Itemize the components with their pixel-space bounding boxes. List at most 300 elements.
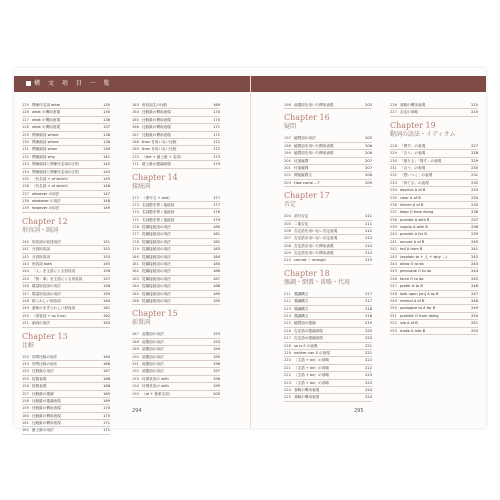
index-entry[interactable] bbox=[22, 261, 110, 268]
entry-number: 237 bbox=[390, 210, 397, 215]
entry-text: than を用いない比較 bbox=[142, 147, 177, 152]
index-entry[interactable] bbox=[390, 298, 478, 305]
index-entry[interactable] bbox=[22, 398, 110, 405]
index-entry[interactable] bbox=[284, 213, 372, 220]
index-entry[interactable] bbox=[132, 268, 220, 275]
entry-text: 前置詞を用いた慣用表現 bbox=[294, 103, 334, 107]
entry-number: 147 bbox=[22, 291, 29, 296]
index-entry[interactable] bbox=[284, 180, 372, 187]
entry-number: 143 bbox=[22, 262, 29, 267]
entry-number: 211 bbox=[284, 291, 291, 296]
entry-number: 155 bbox=[22, 376, 29, 381]
entry-number: 238 bbox=[390, 217, 397, 222]
entry-text: 紛らわしい形容詞 bbox=[32, 298, 61, 303]
index-entry[interactable] bbox=[284, 320, 372, 327]
index-entry[interactable] bbox=[22, 109, 110, 116]
entry-page: 220 bbox=[365, 336, 372, 341]
entry-page: 221 bbox=[365, 350, 372, 355]
entry-text: 否定語の強調表現 bbox=[294, 336, 323, 341]
index-entry[interactable] bbox=[284, 250, 372, 257]
index-column-4 bbox=[390, 102, 478, 335]
entry-number: 130 bbox=[22, 139, 29, 144]
page-title: 構 文 項 目 一 覧 bbox=[26, 78, 113, 87]
index-entry[interactable] bbox=[390, 158, 478, 165]
entry-number: 253 bbox=[390, 328, 397, 333]
index-entry[interactable] bbox=[390, 187, 478, 194]
entry-text: keep O from doing bbox=[400, 210, 434, 215]
index-entry[interactable] bbox=[22, 124, 110, 131]
index-entry[interactable] bbox=[390, 195, 478, 202]
index-entry[interactable] bbox=[390, 283, 478, 290]
index-entry[interactable] bbox=[284, 150, 372, 157]
entry-text: neither can S の表現 bbox=[294, 350, 330, 355]
entry-number: 219 bbox=[284, 350, 291, 355]
entry-text: 付加疑問 bbox=[294, 158, 309, 163]
index-entry[interactable] bbox=[390, 320, 478, 327]
index-entry[interactable] bbox=[284, 257, 372, 264]
entry-page: 155 bbox=[103, 262, 110, 267]
entry-text: 「借りる」「貸す」の表現 bbox=[400, 158, 442, 163]
entry-page: 170 bbox=[213, 117, 220, 122]
index-entry[interactable] bbox=[284, 380, 372, 387]
entry-text: 〈of + 抽象名詞〉 bbox=[142, 391, 173, 396]
index-entry[interactable] bbox=[284, 165, 372, 172]
index-column-3 bbox=[284, 102, 372, 402]
entry-number: 146 bbox=[22, 284, 29, 289]
index-entry[interactable] bbox=[22, 383, 110, 390]
index-entry[interactable] bbox=[132, 261, 220, 268]
index-entry[interactable] bbox=[284, 221, 372, 228]
entry-page: 182 bbox=[213, 239, 220, 244]
index-entry[interactable] bbox=[284, 143, 372, 150]
index-entry[interactable] bbox=[22, 313, 110, 320]
index-entry[interactable] bbox=[390, 291, 478, 298]
entry-number: 228 bbox=[390, 143, 397, 148]
entry-number: 242 bbox=[390, 247, 397, 252]
entry-page: 211 bbox=[365, 214, 372, 219]
page-number-left: 294 bbox=[132, 408, 142, 414]
index-entry[interactable] bbox=[284, 365, 372, 372]
index-entry[interactable] bbox=[390, 268, 478, 275]
index-column-2 bbox=[132, 102, 220, 398]
entry-page: 142 bbox=[103, 162, 110, 167]
index-entry[interactable] bbox=[132, 354, 220, 361]
index-entry[interactable] bbox=[132, 102, 220, 109]
entry-text: 倍数表現 bbox=[32, 376, 47, 381]
index-entry[interactable] bbox=[132, 376, 220, 383]
index-entry[interactable] bbox=[22, 376, 110, 383]
entry-number: 160 bbox=[22, 413, 29, 418]
index-entry[interactable] bbox=[22, 368, 110, 375]
entry-page: 171 bbox=[213, 125, 220, 130]
index-entry[interactable] bbox=[22, 205, 110, 212]
entry-text: 比較級の慣用表現 bbox=[32, 406, 61, 411]
index-entry[interactable] bbox=[132, 283, 220, 290]
index-entry[interactable] bbox=[22, 146, 110, 153]
index-entry[interactable] bbox=[132, 117, 220, 124]
entry-page: 170 bbox=[103, 413, 110, 418]
entry-text: 関係副詞と関係代名詞の区別 bbox=[32, 169, 79, 174]
entry-text: 強調構文 bbox=[294, 306, 309, 311]
index-entry[interactable] bbox=[22, 139, 110, 146]
entry-text: 否定の省略 bbox=[400, 110, 418, 115]
entry-number: 184 bbox=[132, 284, 139, 289]
entry-number: 188 bbox=[132, 339, 139, 344]
index-entry[interactable] bbox=[284, 102, 372, 109]
index-entry[interactable] bbox=[390, 276, 478, 283]
entry-text: 比較級の強調表現 bbox=[32, 398, 61, 403]
entry-page: 171 bbox=[103, 428, 110, 433]
entry-text: 〈代名詞 + of which〉 bbox=[32, 184, 71, 189]
index-entry[interactable] bbox=[390, 165, 478, 172]
entry-number: 153 bbox=[22, 361, 29, 366]
index-entry[interactable] bbox=[132, 217, 220, 224]
entry-text: 間接疑問文 bbox=[294, 173, 312, 178]
entry-page: 224 bbox=[365, 395, 372, 400]
entry-page: 149 bbox=[103, 206, 110, 211]
entry-number: 250 bbox=[390, 306, 397, 311]
entry-page: 227 bbox=[471, 143, 478, 148]
entry-page: 222 bbox=[365, 365, 372, 370]
entry-page: 215 bbox=[365, 258, 372, 263]
entry-page: 153 bbox=[103, 254, 110, 259]
entry-page: 241 bbox=[471, 247, 478, 252]
entry-number: 220 bbox=[284, 358, 291, 363]
index-entry[interactable] bbox=[390, 172, 478, 179]
entry-number: 159 bbox=[22, 406, 29, 411]
entry-number: 179 bbox=[132, 247, 139, 252]
chapter-title: 接続詞 bbox=[132, 182, 151, 190]
index-entry[interactable] bbox=[132, 346, 220, 353]
entry-text: 最上級の強調表現 bbox=[142, 162, 171, 167]
entry-text: whatever の用法 bbox=[32, 199, 61, 204]
entry-number: 208 bbox=[284, 243, 291, 248]
entry-page: 237 bbox=[471, 217, 478, 222]
index-entry[interactable] bbox=[22, 176, 110, 183]
chapter-label: Chapter 15 bbox=[132, 309, 178, 319]
entry-number: 213 bbox=[284, 306, 291, 311]
index-entry[interactable] bbox=[284, 313, 372, 320]
entry-text: 否定語を用いない否定表現 bbox=[294, 228, 338, 233]
index-entry[interactable] bbox=[284, 328, 372, 335]
entry-number: 236 bbox=[390, 202, 397, 207]
entry-number: 142 bbox=[22, 254, 29, 259]
index-entry[interactable] bbox=[132, 224, 220, 231]
entry-text: 関係副詞 where bbox=[32, 139, 59, 144]
index-entry[interactable] bbox=[390, 239, 478, 246]
index-entry[interactable] bbox=[390, 224, 478, 231]
chapter-heading bbox=[284, 109, 372, 135]
chapter-label: Chapter 14 bbox=[132, 172, 178, 182]
entry-page: 244 bbox=[471, 269, 478, 274]
index-entry[interactable] bbox=[284, 235, 372, 242]
entry-page: 193 bbox=[213, 332, 220, 337]
index-entry[interactable] bbox=[132, 124, 220, 131]
entry-text: 「言う」の表現 bbox=[400, 151, 426, 156]
entry-number: 134 bbox=[22, 169, 29, 174]
index-entry[interactable] bbox=[22, 305, 110, 312]
chapter-label: Chapter 12 bbox=[22, 216, 68, 226]
entry-number: 144 bbox=[22, 269, 29, 274]
entry-text: 「物・事」を主語にとる形容詞 bbox=[32, 276, 83, 281]
entry-page: 186 bbox=[213, 269, 220, 274]
index-entry[interactable] bbox=[390, 261, 478, 268]
index-entry[interactable] bbox=[22, 191, 110, 198]
entry-text: 従属接続詞の用法 bbox=[142, 239, 171, 244]
index-entry[interactable] bbox=[284, 343, 372, 350]
index-entry[interactable] bbox=[390, 231, 478, 238]
index-entry[interactable] bbox=[22, 161, 110, 168]
index-entry[interactable] bbox=[390, 180, 478, 187]
index-entry[interactable] bbox=[284, 135, 372, 142]
entry-number: 141 bbox=[22, 247, 29, 252]
chapter-title: 比較 bbox=[22, 341, 35, 349]
index-entry[interactable] bbox=[390, 305, 478, 312]
entry-page: 231 bbox=[471, 173, 478, 178]
chapter-label: Chapter 17 bbox=[284, 191, 330, 201]
index-entry[interactable] bbox=[284, 306, 372, 313]
index-entry[interactable] bbox=[390, 217, 478, 224]
entry-number: 174 bbox=[132, 210, 139, 215]
entry-number: 164 bbox=[132, 110, 139, 115]
index-entry[interactable] bbox=[284, 291, 372, 298]
index-entry[interactable] bbox=[22, 291, 110, 298]
entry-page: 233 bbox=[471, 188, 478, 193]
index-entry[interactable] bbox=[390, 313, 478, 320]
entry-number: 202 bbox=[284, 173, 291, 178]
entry-page: 135 bbox=[103, 110, 110, 115]
index-entry[interactable] bbox=[22, 283, 110, 290]
index-entry[interactable] bbox=[284, 243, 372, 250]
index-entry[interactable] bbox=[132, 139, 220, 146]
entry-number: 232 bbox=[390, 173, 397, 178]
index-entry[interactable] bbox=[390, 102, 478, 109]
entry-page: 199 bbox=[213, 384, 220, 389]
index-entry[interactable] bbox=[132, 239, 220, 246]
index-entry[interactable] bbox=[22, 361, 110, 368]
entry-text: 〈代名詞 + of which〉 bbox=[32, 176, 71, 181]
index-entry[interactable] bbox=[132, 383, 220, 390]
chapter-title: 強調・倒置・省略・代用 bbox=[284, 278, 351, 286]
index-entry[interactable] bbox=[132, 154, 220, 161]
entry-page: 221 bbox=[365, 343, 372, 348]
entry-number: 168 bbox=[132, 139, 139, 144]
index-entry[interactable] bbox=[22, 391, 110, 398]
index-entry[interactable] bbox=[132, 298, 220, 305]
index-entry[interactable] bbox=[132, 331, 220, 338]
entry-page: 184 bbox=[213, 254, 220, 259]
entry-number: 190 bbox=[132, 354, 139, 359]
index-entry[interactable] bbox=[284, 172, 372, 179]
entry-number: 173 bbox=[132, 202, 139, 207]
index-entry[interactable] bbox=[132, 161, 220, 168]
entry-page: 214 bbox=[365, 251, 372, 256]
entry-number: 229 bbox=[390, 151, 397, 156]
entry-page: 136 bbox=[103, 117, 110, 122]
index-entry[interactable] bbox=[22, 169, 110, 176]
entry-page: 168 bbox=[103, 376, 110, 381]
index-entry[interactable] bbox=[132, 132, 220, 139]
index-entry[interactable] bbox=[390, 246, 478, 253]
index-entry[interactable] bbox=[132, 231, 220, 238]
entry-text: 前置詞の用法 bbox=[142, 347, 164, 352]
index-entry[interactable] bbox=[132, 361, 220, 368]
index-entry[interactable] bbox=[22, 427, 110, 434]
index-entry[interactable] bbox=[284, 228, 372, 235]
entry-text: 従属接続詞の用法 bbox=[142, 276, 171, 281]
entry-text: 疑問詞の用法 bbox=[294, 136, 316, 141]
index-entry[interactable] bbox=[132, 276, 220, 283]
entry-page: 219 bbox=[365, 321, 372, 326]
index-entry[interactable] bbox=[22, 154, 110, 161]
entry-page: 222 bbox=[365, 358, 372, 363]
entry-text: 強調構文 bbox=[294, 291, 309, 296]
entry-text: tell A from B bbox=[400, 247, 423, 252]
entry-page: 203 bbox=[365, 103, 372, 107]
entry-text: 比較級の慣用表現 bbox=[142, 117, 171, 122]
entry-text: 強調構文 bbox=[294, 299, 309, 304]
entry-number: 152 bbox=[22, 354, 29, 359]
entry-number: 156 bbox=[22, 384, 29, 389]
index-entry[interactable] bbox=[22, 420, 110, 427]
entry-page: 242 bbox=[471, 254, 478, 259]
index-entry[interactable] bbox=[284, 335, 372, 342]
entry-page: 223 bbox=[365, 380, 372, 385]
entry-page: 228 bbox=[471, 151, 478, 156]
entry-number: 150 bbox=[22, 313, 29, 318]
chapter-title: 動詞の語法・イディオム bbox=[390, 130, 456, 138]
index-entry[interactable] bbox=[22, 132, 110, 139]
entry-number: 169 bbox=[132, 147, 139, 152]
entry-text: 〈主語 + be〉の省略 bbox=[294, 373, 329, 378]
index-entry[interactable] bbox=[284, 298, 372, 305]
index-entry[interactable] bbox=[22, 268, 110, 275]
index-entry[interactable] bbox=[22, 354, 110, 361]
entry-page: 183 bbox=[213, 247, 220, 252]
entry-page: 165 bbox=[103, 354, 110, 359]
index-entry[interactable] bbox=[22, 405, 110, 412]
entry-page: 169 bbox=[213, 103, 220, 107]
entry-text: 関係副詞 when bbox=[32, 147, 58, 152]
entry-text: 従属接続詞の用法 bbox=[142, 298, 171, 303]
entry-number: 221 bbox=[284, 365, 291, 370]
entry-text: 「育てる」の表現 bbox=[400, 180, 429, 185]
index-entry[interactable] bbox=[22, 254, 110, 261]
chapter-label: Chapter 13 bbox=[22, 331, 68, 341]
index-entry[interactable] bbox=[390, 202, 478, 209]
index-entry[interactable] bbox=[22, 239, 110, 246]
entry-page: 159 bbox=[103, 291, 110, 296]
index-entry[interactable] bbox=[132, 209, 220, 216]
chapter-heading bbox=[284, 265, 372, 291]
index-entry[interactable] bbox=[284, 394, 372, 401]
index-entry[interactable] bbox=[22, 276, 110, 283]
entry-text: apologize to A for B bbox=[400, 306, 436, 311]
index-entry[interactable] bbox=[132, 291, 220, 298]
entry-text: 比較級の強調 bbox=[32, 391, 54, 396]
entry-page: 211 bbox=[365, 221, 372, 226]
index-entry[interactable] bbox=[22, 413, 110, 420]
entry-number: 230 bbox=[390, 158, 397, 163]
entry-page: 146 bbox=[103, 184, 110, 189]
entry-page: 170 bbox=[103, 406, 110, 411]
index-entry[interactable] bbox=[390, 209, 478, 216]
entry-page: 167 bbox=[103, 369, 110, 374]
index-entry[interactable] bbox=[22, 198, 110, 205]
entry-text: 形容詞 both bbox=[32, 262, 53, 267]
index-entry[interactable] bbox=[22, 298, 110, 305]
entry-text: prefer A to B bbox=[400, 284, 423, 289]
index-entry[interactable] bbox=[390, 109, 478, 116]
index-entry[interactable] bbox=[22, 246, 110, 253]
index-entry[interactable] bbox=[284, 387, 372, 394]
index-entry[interactable] bbox=[132, 202, 220, 209]
index-entry[interactable] bbox=[132, 109, 220, 116]
entry-page: 217 bbox=[365, 299, 372, 304]
entry-number: 193 bbox=[132, 376, 139, 381]
index-entry[interactable] bbox=[284, 350, 372, 357]
entry-number: 244 bbox=[390, 262, 397, 267]
entry-number: 240 bbox=[390, 232, 397, 237]
index-entry[interactable] bbox=[22, 320, 110, 327]
entry-page: 177 bbox=[213, 195, 220, 200]
entry-text: 最上級の用法 bbox=[32, 428, 54, 433]
index-entry[interactable] bbox=[132, 368, 220, 375]
entry-text: 倍数表現 bbox=[32, 384, 47, 389]
entry-number: 181 bbox=[132, 262, 139, 267]
entry-number: 246 bbox=[390, 276, 397, 281]
index-entry[interactable] bbox=[22, 183, 110, 190]
entry-number: 182 bbox=[132, 269, 139, 274]
entry-text: 分詞形容詞 bbox=[32, 247, 50, 252]
entry-text: 数量形容詞の用法 bbox=[32, 291, 61, 296]
entry-number: 197 bbox=[284, 136, 291, 141]
index-entry[interactable] bbox=[22, 117, 110, 124]
index-entry[interactable] bbox=[390, 328, 478, 335]
entry-number: 233 bbox=[390, 180, 397, 185]
entry-text: 従属接続詞の用法 bbox=[142, 247, 171, 252]
index-entry[interactable] bbox=[132, 339, 220, 346]
index-entry[interactable] bbox=[284, 372, 372, 379]
index-entry[interactable] bbox=[390, 143, 478, 150]
entry-number: 138 bbox=[22, 199, 29, 204]
entry-page: 248 bbox=[471, 298, 478, 303]
index-entry[interactable] bbox=[22, 102, 110, 109]
entry-number: 167 bbox=[132, 132, 139, 137]
index-entry[interactable] bbox=[132, 391, 220, 398]
index-entry[interactable] bbox=[390, 150, 478, 157]
entry-text: 従属接続詞の用法 bbox=[142, 254, 171, 259]
entry-text: 前置詞の用法 bbox=[142, 339, 164, 344]
entry-number: 227 bbox=[390, 110, 397, 115]
entry-text: accuse A of B bbox=[400, 239, 425, 244]
entry-page: 180 bbox=[213, 225, 220, 230]
entry-page: 169 bbox=[103, 398, 110, 403]
index-entry[interactable] bbox=[132, 246, 220, 253]
entry-page: 234 bbox=[471, 195, 478, 200]
entry-page: 169 bbox=[103, 391, 110, 396]
index-entry[interactable] bbox=[284, 357, 372, 364]
entry-text: 同等比較の用法 bbox=[32, 361, 58, 366]
index-entry[interactable] bbox=[284, 158, 372, 165]
entry-page: 138 bbox=[103, 132, 110, 137]
index-entry[interactable] bbox=[132, 146, 220, 153]
entry-text: 従属接続詞の用法 bbox=[142, 262, 171, 267]
index-entry[interactable] bbox=[132, 195, 220, 202]
index-entry[interactable] bbox=[390, 254, 478, 261]
entry-page: 243 bbox=[471, 262, 478, 267]
index-entry[interactable] bbox=[132, 254, 220, 261]
